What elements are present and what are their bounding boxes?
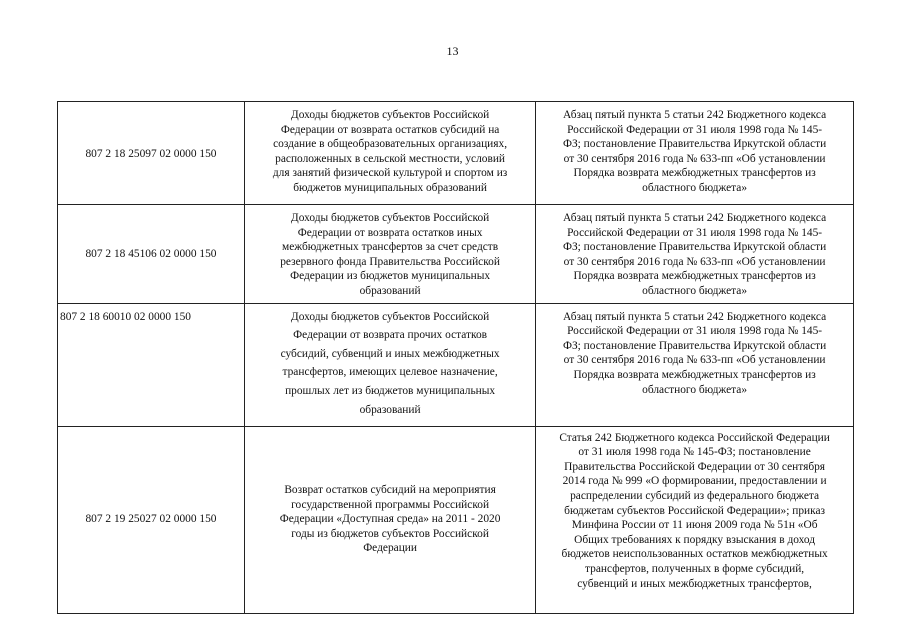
legal-basis-line: субвенций и иных межбюджетных трансфертов, [577,577,812,590]
revenue-name-line: образований [359,284,421,297]
legal-basis-line: Порядка возврата межбюджетных трансфертов из [573,368,816,381]
revenue-name [244,303,535,426]
legal-basis-line: трансфертов, полученных в форме субсидий, [585,562,805,575]
legal-basis-line: ФЗ; постановление Правительства Иркутской области [562,339,827,352]
revenue-name-line: бюджетов муниципальных образований [293,181,487,194]
legal-basis [536,102,854,205]
revenue-code: 807 2 18 60010 02 0000 150 [58,303,245,426]
budget-revenue-table [57,101,854,614]
revenue-code: 807 2 18 45106 02 0000 150 [58,205,245,304]
revenue-name-line: Федерации [363,542,417,555]
legal-basis-line: Порядка возврата межбюджетных трансфертов из [573,167,816,180]
legal-basis-line: Абзац пятый пункта 5 статьи 242 Бюджетного кодекса [563,310,827,323]
legal-basis-line: областного бюджета» [642,383,748,396]
revenue-name-line: государственной программы Российской [291,498,490,511]
revenue-name-line: Доходы бюджетов субъектов Российской [290,212,490,224]
legal-basis-line: от 30 сентября 2016 года № 633-пп «Об установлении [563,255,826,268]
revenue-name-line: Доходы бюджетов субъектов Российской [290,109,490,121]
revenue-name-line: Федерации из бюджетов муниципальных [290,270,491,283]
legal-basis-line: Общих требованиях к порядку взыскания в доход [574,533,816,546]
table-row [58,205,854,304]
legal-basis-line: Российской Федерации от 31 июля 1998 года № 145- [567,226,823,239]
legal-basis-line: от 30 сентября 2016 года № 633-пп «Об установлении [563,152,826,165]
revenue-name-line: Возврат остатков субсидий на мероприятия [284,484,496,497]
revenue-name-line: создание в общеобразовательных организациях, [273,138,508,151]
legal-basis-line: Правительства Российской Федерации от 30 сентября [564,460,826,473]
legal-basis-line: Минфина России от 11 июня 2009 года № 51н «Об [571,519,818,532]
legal-basis-line: Российской Федерации от 31 июля 1998 года № 145- [567,123,823,136]
legal-basis-line: областного бюджета» [642,284,748,297]
revenue-name-line: резервного фонда Правительства Российской [280,255,500,268]
revenue-name-line: образований [359,403,421,416]
table-row [58,102,854,205]
legal-basis-line: Порядка возврата межбюджетных трансфертов из [573,270,816,283]
revenue-name-line: трансфертов, имеющих целевое назначение, [282,366,498,379]
revenue-name-line: для занятий физической культурой и спортом из [272,167,508,180]
legal-basis-line: Российской Федерации от 31 июля 1998 года № 145- [567,325,823,338]
page-number: 13 [446,44,459,58]
legal-basis-line: 2014 года № 999 «О формировании, предоставлении и [562,475,827,488]
revenue-name-line: Федерации «Доступная среда» на 2011 - 2020 [279,513,501,526]
legal-basis-line: Абзац пятый пункта 5 статьи 242 Бюджетного кодекса [563,109,827,121]
revenue-name-line: Федерации от возврата прочих остатков [293,329,488,342]
legal-basis-line: ФЗ; постановление Правительства Иркутской области [562,138,827,151]
revenue-code: 807 2 18 25097 02 0000 150 [58,102,245,205]
legal-basis-line: Статья 242 Бюджетного кодекса Российской Федерации [559,431,830,444]
revenue-name-line: субсидий, субвенций и иных межбюджетных [280,347,500,360]
revenue-name [244,426,535,613]
legal-basis-line: Абзац пятый пункта 5 статьи 242 Бюджетного кодекса [563,212,827,224]
legal-basis-line: бюджетам субъектов Российской Федерации»; приказ [564,504,826,517]
table-row [58,426,854,613]
legal-basis-line: областного бюджета» [642,181,748,194]
table-row [58,303,854,426]
revenue-name [244,102,535,205]
legal-basis [536,205,854,304]
revenue-name-line: Федерации от возврата остатков иных [297,226,483,239]
revenue-name-line: Доходы бюджетов субъектов Российской [290,310,490,323]
revenue-name [244,205,535,304]
legal-basis-line: от 30 сентября 2016 года № 633-пп «Об установлении [563,354,826,367]
legal-basis-line: от 31 июля 1998 года № 145-ФЗ; постановление [578,446,811,459]
revenue-name-line: межбюджетных трансфертов за счет средств [282,241,499,254]
legal-basis [536,303,854,426]
revenue-name-line: годы из бюджетов субъектов Российской [291,527,489,540]
revenue-name-line: расположенных в сельской местности, условий [275,152,506,165]
legal-basis-line: распределении субсидий из федерального бюджета [570,489,820,502]
legal-basis [536,426,854,613]
revenue-name-line: прошлых лет из бюджетов муниципальных [285,384,496,397]
legal-basis-line: ФЗ; постановление Правительства Иркутской области [562,241,827,254]
revenue-code: 807 2 19 25027 02 0000 150 [58,426,245,613]
legal-basis-line: бюджетов неиспользованных остатков межбюджетных [561,548,828,561]
revenue-name-line: Федерации от возврата остатков субсидий на [280,123,500,136]
